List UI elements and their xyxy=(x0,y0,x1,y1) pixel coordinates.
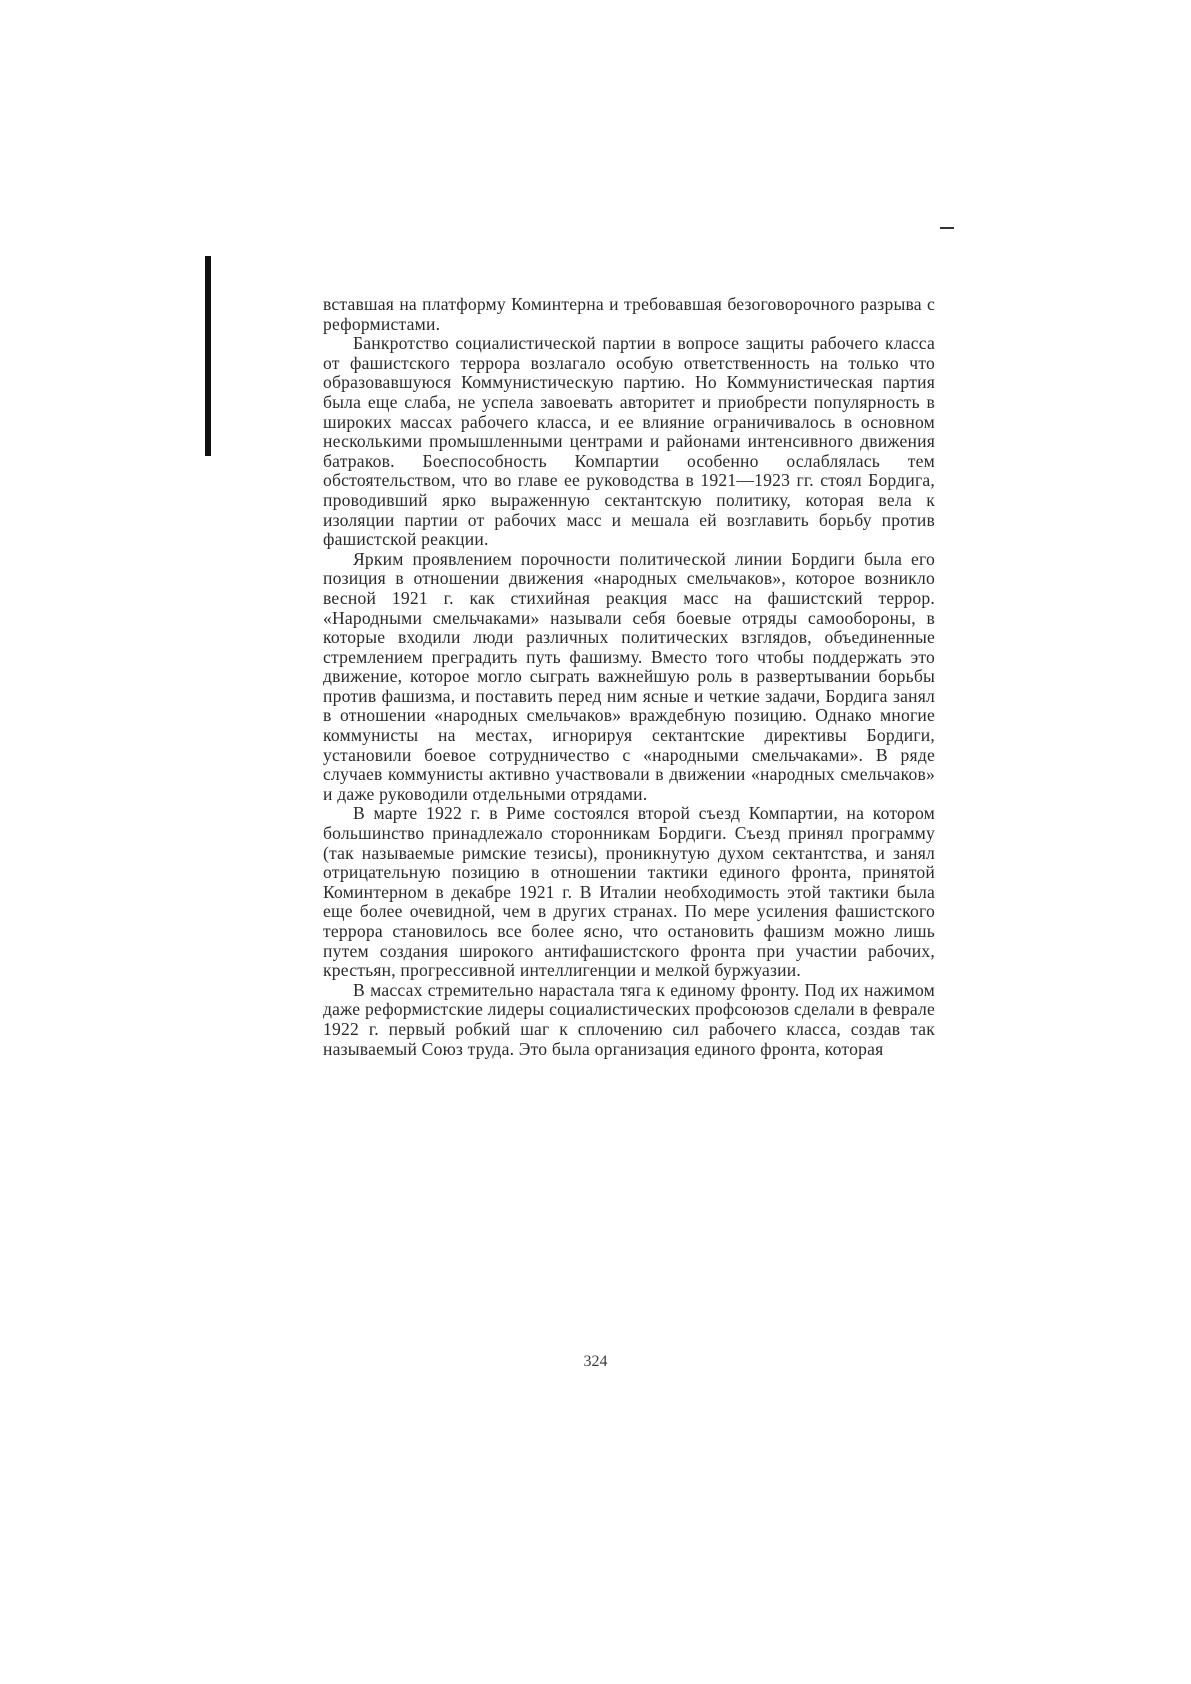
paragraph-united-front: В массах стремительно нарастала тяга к единому фронту. Под их нажимом даже реформистские лидеры социалистических профсоюзов сделали в феврале 1922 г. первый робкий шаг к сплочению сил рабочего класса, создав так называемый Союз труда. Это была организация единого фронта, которая xyxy=(323,979,935,1059)
paragraph-bordiga-position: Ярким проявлением порочности политической линии Бордиги была его позиция в отношении движения «народных смельчаков», которое возникло весной 1921 г. как стихийная реакция масс на фашистский террор. «Народными смельчаками» называли себя боевые отряды самообороны, в которые входили люди различных политических взглядов, объединенные стремлением преградить путь фашизму. Вместо того чтобы поддержать это движение, которое могло сыграть важнейшую роль в развертывании борьбы против фашизма, и поставить перед ним ясные и четкие задачи, Бордига занял в отношении «народных смельчаков» враждебную позицию. Однако многие коммунисты на местах, игнорируя сектантские директивы Бордиги, установили боевое сотрудничество с «народными смельчаками». В ряде случаев коммунисты активно участвовали в движении «народных смельчаков» и даже руководили отдельными отрядами. xyxy=(323,548,935,804)
paragraph-continuation: вставшая на платформу Коминтерна и требовавшая безоговорочного разрыва с реформистами. xyxy=(323,294,935,334)
scan-margin-mark xyxy=(205,256,211,456)
page-number: 324 xyxy=(583,1353,608,1370)
page-text xyxy=(323,295,935,1059)
paragraph-socialist-party-bankruptcy: Банкротство социалистической партии в вопросе защиты рабочего класса от фашистского террора возлагало особую ответственность на только что образовавшуюся Коммунистическую партию. Но Коммунистическая партия была еще слаба, не успела завоевать авторитет и приобрести популярность в широких массах рабочего класса, и ее влияние ограничивалось в основном несколькими промышленными центрами и районами интенсивного движения батраков. Боеспособность Компартии особенно ослаблялась тем обстоятельством, что во главе ее руководства в 1921—1923 гг. стоял Бордига, проводивший ярко выраженную сектантскую политику, которая вела к изоляции партии от рабочих масс и мешала ей возглавить борьбу против фашистской реакции. xyxy=(323,333,935,550)
scan-dash-mark xyxy=(940,227,954,229)
paragraph-second-congress: В марте 1922 г. в Риме состоялся второй съезд Компартии, на котором большинство принадлежало сторонникам Бордиги. Съезд принял программу (так называемые римские тезисы), проникнутую духом сектантства, и занял отрицательную позицию в отношении тактики единого фронта, принятой Коминтерном в декабре 1921 г. В Италии необходимость этой тактики была еще более очевидной, чем в других странах. По мере усиления фашистского террора становилось все более ясно, что остановить фашизм можно лишь путем создания широкого антифашистского фронта при участии рабочих, крестьян, прогрессивной интеллигенции и мелкой буржуазии. xyxy=(323,803,935,981)
